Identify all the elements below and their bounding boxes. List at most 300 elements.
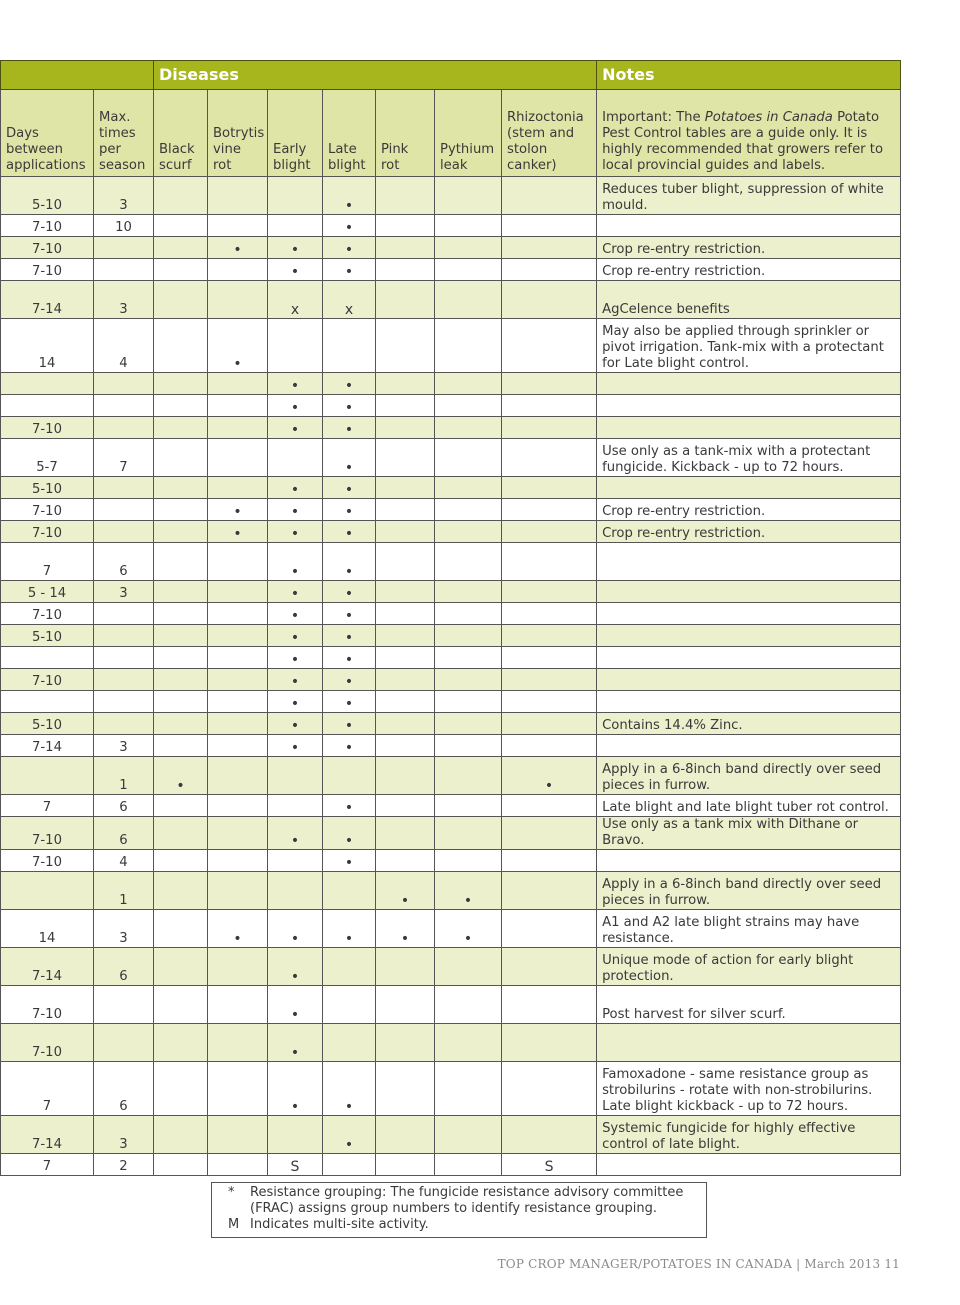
pink-rot-cell [376, 735, 435, 757]
botrytis-cell [208, 795, 268, 817]
botrytis-cell [208, 986, 268, 1024]
botrytis-cell [208, 735, 268, 757]
pythium-cell [435, 395, 502, 417]
pink-rot-cell [376, 319, 435, 373]
table-row [1, 817, 901, 850]
days-cell [1, 395, 94, 417]
pink-rot-cell [376, 625, 435, 647]
late-blight-cell: • [323, 669, 376, 691]
late-blight-cell: • [323, 581, 376, 603]
notes-intro [597, 90, 901, 177]
botrytis-cell [208, 1116, 268, 1154]
pythium-cell [435, 1154, 502, 1176]
max-times-cell: 1 [94, 757, 154, 795]
notes-cell: Use only as a tank mix with Dithane or Bravo. [597, 817, 901, 850]
rhizoctonia-cell [502, 319, 597, 373]
black-scurf-cell [154, 177, 208, 215]
rhizoctonia-cell [502, 647, 597, 669]
pythium-cell [435, 948, 502, 986]
pink-rot-cell [376, 1154, 435, 1176]
early-blight-cell [268, 319, 323, 373]
late-blight-cell: • [323, 735, 376, 757]
late-blight-cell: • [323, 691, 376, 713]
table-row [1, 319, 901, 373]
days-cell: 5-10 [1, 625, 94, 647]
botrytis-header: Botrytis vine rot [208, 90, 268, 177]
black-scurf-cell [154, 581, 208, 603]
early-blight-cell: • [268, 647, 323, 669]
notes-cell: A1 and A2 late blight strains may have resistance. [597, 910, 901, 948]
botrytis-cell [208, 872, 268, 910]
max-times-cell [94, 521, 154, 543]
max-times-cell [94, 986, 154, 1024]
late-blight-cell: x [323, 281, 376, 319]
black-scurf-cell [154, 872, 208, 910]
notes-cell: Crop re-entry restriction. [597, 521, 901, 543]
rhizoctonia-cell [502, 439, 597, 477]
botrytis-cell [208, 850, 268, 872]
notes-cell [597, 477, 901, 499]
days-cell [1, 757, 94, 795]
rhizoctonia-cell [502, 1062, 597, 1116]
pink-rot-cell [376, 817, 435, 850]
days-cell: 5-10 [1, 713, 94, 735]
pink-rot-cell: • [376, 910, 435, 948]
rhizoctonia-cell [502, 948, 597, 986]
table-row [1, 237, 901, 259]
black-scurf-cell [154, 499, 208, 521]
botrytis-cell [208, 259, 268, 281]
black-scurf-cell [154, 669, 208, 691]
days-cell: 7-10 [1, 237, 94, 259]
pink-rot-cell [376, 499, 435, 521]
pink-rot-cell [376, 439, 435, 477]
pythium-cell [435, 177, 502, 215]
pink-rot-cell [376, 373, 435, 395]
notes-cell [597, 735, 901, 757]
pythium-cell [435, 1116, 502, 1154]
table-row [1, 1154, 901, 1176]
max-times-cell [94, 625, 154, 647]
days-cell: 7 [1, 795, 94, 817]
table-row [1, 1024, 901, 1062]
notes-cell: Famoxadone - same resistance group as strobilurins - rotate with non-strobilurins. Late blight kickback - up to 72 hours. [597, 1062, 901, 1116]
table-row [1, 1116, 901, 1154]
black-scurf-cell [154, 215, 208, 237]
page-footer: TOP CROP MANAGER/POTATOES IN CANADA | March 2013 11 [497, 1257, 900, 1271]
days-cell: 7-10 [1, 1024, 94, 1062]
pink-rot-cell [376, 477, 435, 499]
max-times-cell [94, 417, 154, 439]
early-blight-cell: • [268, 735, 323, 757]
late-blight-cell: • [323, 795, 376, 817]
max-times-cell: 6 [94, 795, 154, 817]
table-row [1, 215, 901, 237]
table-row [1, 603, 901, 625]
late-blight-cell: • [323, 850, 376, 872]
black-scurf-cell [154, 948, 208, 986]
early-blight-cell: • [268, 986, 323, 1024]
max-times-cell: 6 [94, 1062, 154, 1116]
max-times-cell [94, 691, 154, 713]
days-cell: 5-10 [1, 177, 94, 215]
table-row [1, 439, 901, 477]
max-times-cell: 3 [94, 910, 154, 948]
table-row [1, 373, 901, 395]
notes-cell [597, 647, 901, 669]
max-times-cell: 10 [94, 215, 154, 237]
late-blight-cell [323, 1154, 376, 1176]
rhizoctonia-cell [502, 910, 597, 948]
rhizoctonia-cell [502, 1024, 597, 1062]
early-blight-cell: • [268, 669, 323, 691]
days-cell: 7-10 [1, 986, 94, 1024]
rhizoctonia-cell [502, 373, 597, 395]
early-blight-cell: • [268, 417, 323, 439]
table-row [1, 499, 901, 521]
notes-cell [597, 850, 901, 872]
pythium-cell [435, 237, 502, 259]
notes-cell: Crop re-entry restriction. [597, 237, 901, 259]
max-times-cell [94, 373, 154, 395]
pythium-header: Pythium leak [435, 90, 502, 177]
table-row [1, 625, 901, 647]
days-cell: 14 [1, 319, 94, 373]
black-scurf-header: Black scurf [154, 90, 208, 177]
notes-cell [597, 1154, 901, 1176]
notes-cell [597, 417, 901, 439]
late-blight-cell: • [323, 647, 376, 669]
botrytis-cell: • [208, 237, 268, 259]
botrytis-cell [208, 581, 268, 603]
black-scurf-cell [154, 625, 208, 647]
days-cell: 7-10 [1, 499, 94, 521]
days-cell: 7 [1, 1154, 94, 1176]
footnote-box [211, 1182, 707, 1238]
max-times-cell [94, 259, 154, 281]
max-times-cell: 1 [94, 872, 154, 910]
pythium-cell [435, 499, 502, 521]
black-scurf-cell [154, 795, 208, 817]
pink-rot-cell: • [376, 872, 435, 910]
table-row [1, 713, 901, 735]
early-blight-cell: • [268, 603, 323, 625]
days-cell: 7-14 [1, 281, 94, 319]
pink-rot-cell [376, 795, 435, 817]
botrytis-cell [208, 948, 268, 986]
botrytis-cell [208, 1154, 268, 1176]
black-scurf-cell [154, 237, 208, 259]
early-blight-cell: • [268, 373, 323, 395]
table-row [1, 948, 901, 986]
late-blight-cell [323, 757, 376, 795]
max-times-cell [94, 477, 154, 499]
black-scurf-cell [154, 1062, 208, 1116]
late-blight-cell: • [323, 259, 376, 281]
rhizoctonia-cell [502, 215, 597, 237]
black-scurf-cell [154, 1116, 208, 1154]
table-row [1, 850, 901, 872]
pink-rot-cell [376, 1024, 435, 1062]
max-times-cell: 6 [94, 543, 154, 581]
pink-rot-cell [376, 1116, 435, 1154]
pink-rot-cell [376, 395, 435, 417]
early-blight-cell [268, 439, 323, 477]
black-scurf-cell [154, 439, 208, 477]
late-blight-cell: • [323, 177, 376, 215]
early-blight-cell [268, 757, 323, 795]
notes-cell: AgCelence benefits [597, 281, 901, 319]
days-cell: 7 [1, 543, 94, 581]
max-times-cell: 7 [94, 439, 154, 477]
black-scurf-cell [154, 395, 208, 417]
late-blight-cell: • [323, 1116, 376, 1154]
footnote-star-mark: * [228, 1185, 235, 1200]
early-blight-cell [268, 850, 323, 872]
black-scurf-cell [154, 691, 208, 713]
pythium-cell [435, 986, 502, 1024]
table-row [1, 395, 901, 417]
pythium-cell [435, 713, 502, 735]
early-blight-cell: • [268, 948, 323, 986]
pythium-cell [435, 581, 502, 603]
pythium-cell [435, 817, 502, 850]
pink-rot-cell [376, 215, 435, 237]
early-blight-cell: • [268, 581, 323, 603]
botrytis-cell [208, 1024, 268, 1062]
max-times-cell: 2 [94, 1154, 154, 1176]
botrytis-cell [208, 757, 268, 795]
rhizoctonia-cell [502, 872, 597, 910]
days-cell: 7-10 [1, 817, 94, 850]
table-row [1, 581, 901, 603]
notes-cell [597, 603, 901, 625]
early-blight-cell [268, 215, 323, 237]
notes-cell [597, 1024, 901, 1062]
pythium-cell [435, 691, 502, 713]
late-blight-cell: • [323, 373, 376, 395]
pythium-cell: • [435, 910, 502, 948]
botrytis-cell [208, 477, 268, 499]
black-scurf-cell [154, 319, 208, 373]
max-times-cell [94, 669, 154, 691]
late-blight-cell [323, 872, 376, 910]
max-times-cell [94, 603, 154, 625]
rhizoctonia-cell [502, 691, 597, 713]
notes-cell: Unique mode of action for early blight protection. [597, 948, 901, 986]
table-row [1, 521, 901, 543]
pythium-cell: • [435, 872, 502, 910]
pink-rot-cell [376, 691, 435, 713]
days-cell: 7-10 [1, 603, 94, 625]
days-cell: 7-10 [1, 417, 94, 439]
pink-rot-cell [376, 417, 435, 439]
late-blight-cell: • [323, 910, 376, 948]
pythium-cell [435, 373, 502, 395]
pythium-cell [435, 603, 502, 625]
rhizoctonia-cell: • [502, 757, 597, 795]
notes-cell [597, 625, 901, 647]
botrytis-cell [208, 177, 268, 215]
days-cell: 7-10 [1, 521, 94, 543]
pythium-cell [435, 1024, 502, 1062]
table-row [1, 691, 901, 713]
black-scurf-cell [154, 713, 208, 735]
botrytis-cell [208, 281, 268, 319]
rhizoctonia-cell [502, 237, 597, 259]
black-scurf-cell [154, 521, 208, 543]
diseases-header: Diseases [154, 61, 597, 90]
botrytis-cell [208, 215, 268, 237]
max-times-cell: 3 [94, 1116, 154, 1154]
late-blight-cell [323, 1024, 376, 1062]
pythium-cell [435, 543, 502, 581]
black-scurf-cell [154, 259, 208, 281]
black-scurf-cell [154, 417, 208, 439]
late-blight-cell: • [323, 603, 376, 625]
notes-intro-pre: Important: The [602, 110, 705, 125]
max-times-cell: 4 [94, 319, 154, 373]
botrytis-cell: • [208, 521, 268, 543]
pink-rot-cell [376, 177, 435, 215]
black-scurf-cell [154, 603, 208, 625]
botrytis-cell [208, 417, 268, 439]
botrytis-cell: • [208, 499, 268, 521]
notes-cell: Use only as a tank-mix with a protectant fungicide. Kickback - up to 72 hours. [597, 439, 901, 477]
pink-rot-cell [376, 581, 435, 603]
early-blight-cell [268, 795, 323, 817]
max-times-cell: 3 [94, 281, 154, 319]
pink-rot-cell [376, 259, 435, 281]
footnote-resistance [212, 1185, 706, 1217]
days-cell: 7 [1, 1062, 94, 1116]
max-times-cell [94, 647, 154, 669]
table-row [1, 259, 901, 281]
pink-rot-cell [376, 1062, 435, 1116]
early-blight-cell: x [268, 281, 323, 319]
late-blight-cell [323, 948, 376, 986]
footnote-m-mark: M [228, 1217, 240, 1232]
notes-intro-italic: Potatoes in Canada [704, 110, 833, 125]
pythium-cell [435, 1062, 502, 1116]
early-blight-cell: • [268, 713, 323, 735]
notes-cell: Late blight and late blight tuber rot control. [597, 795, 901, 817]
early-blight-cell: • [268, 625, 323, 647]
days-cell: 7-14 [1, 735, 94, 757]
table-row [1, 1062, 901, 1116]
table-row [1, 872, 901, 910]
table-row [1, 647, 901, 669]
max-times-cell: 3 [94, 581, 154, 603]
table-row [1, 177, 901, 215]
pythium-cell [435, 625, 502, 647]
early-blight-header: Early blight [268, 90, 323, 177]
botrytis-cell: • [208, 910, 268, 948]
notes-cell [597, 581, 901, 603]
rhizoctonia-cell [502, 259, 597, 281]
rhizoctonia-cell [502, 395, 597, 417]
max-times-cell [94, 499, 154, 521]
black-scurf-cell [154, 1024, 208, 1062]
late-blight-cell [323, 319, 376, 373]
pink-rot-cell [376, 948, 435, 986]
botrytis-cell [208, 1062, 268, 1116]
pythium-cell [435, 259, 502, 281]
late-blight-cell: • [323, 499, 376, 521]
rhizoctonia-cell [502, 850, 597, 872]
late-blight-cell [323, 986, 376, 1024]
early-blight-cell: • [268, 259, 323, 281]
blank-band-cell [1, 61, 154, 90]
black-scurf-cell [154, 1154, 208, 1176]
pythium-cell [435, 669, 502, 691]
fungicide-table [0, 60, 901, 1176]
rhizoctonia-cell [502, 603, 597, 625]
pink-rot-cell [376, 669, 435, 691]
table-row [1, 669, 901, 691]
late-blight-header: Late blight [323, 90, 376, 177]
pythium-cell [435, 521, 502, 543]
max-times-cell [94, 713, 154, 735]
rhizoctonia-cell [502, 417, 597, 439]
table-row [1, 477, 901, 499]
notes-cell: Crop re-entry restriction. [597, 259, 901, 281]
notes-cell: Crop re-entry restriction. [597, 499, 901, 521]
table-row [1, 910, 901, 948]
early-blight-cell: • [268, 237, 323, 259]
days-cell: 5-10 [1, 477, 94, 499]
botrytis-cell [208, 669, 268, 691]
days-cell: 5-7 [1, 439, 94, 477]
early-blight-cell: • [268, 1062, 323, 1116]
notes-cell: May also be applied through sprinkler or pivot irrigation. Tank-mix with a protectant for Late blight control. [597, 319, 901, 373]
early-blight-cell [268, 1116, 323, 1154]
days-header: Days between applications [1, 90, 94, 177]
late-blight-cell: • [323, 521, 376, 543]
max-times-cell [94, 237, 154, 259]
notes-cell [597, 543, 901, 581]
section-header-row [1, 61, 901, 90]
late-blight-cell: • [323, 477, 376, 499]
black-scurf-cell [154, 477, 208, 499]
notes-cell [597, 215, 901, 237]
early-blight-cell: • [268, 499, 323, 521]
max-times-cell [94, 395, 154, 417]
early-blight-cell [268, 872, 323, 910]
days-cell: 7-10 [1, 259, 94, 281]
notes-cell [597, 669, 901, 691]
early-blight-cell: • [268, 691, 323, 713]
notes-header: Notes [597, 61, 901, 90]
late-blight-cell: • [323, 543, 376, 581]
botrytis-cell [208, 691, 268, 713]
max-times-cell: 6 [94, 948, 154, 986]
table-row [1, 735, 901, 757]
max-times-header: Max. times per season [94, 90, 154, 177]
footnote-star-text: Resistance grouping: The fungicide resistance advisory committee (FRAC) assigns group numbers to identify resistance grouping. [250, 1185, 684, 1216]
pythium-cell [435, 417, 502, 439]
early-blight-cell: • [268, 521, 323, 543]
days-cell: 7-10 [1, 669, 94, 691]
late-blight-cell: • [323, 237, 376, 259]
notes-cell: Systemic fungicide for highly effective control of late blight. [597, 1116, 901, 1154]
notes-cell [597, 373, 901, 395]
notes-cell: Apply in a 6-8inch band directly over seed pieces in furrow. [597, 872, 901, 910]
days-cell [1, 872, 94, 910]
table-row [1, 417, 901, 439]
days-cell: 7-14 [1, 1116, 94, 1154]
black-scurf-cell [154, 373, 208, 395]
